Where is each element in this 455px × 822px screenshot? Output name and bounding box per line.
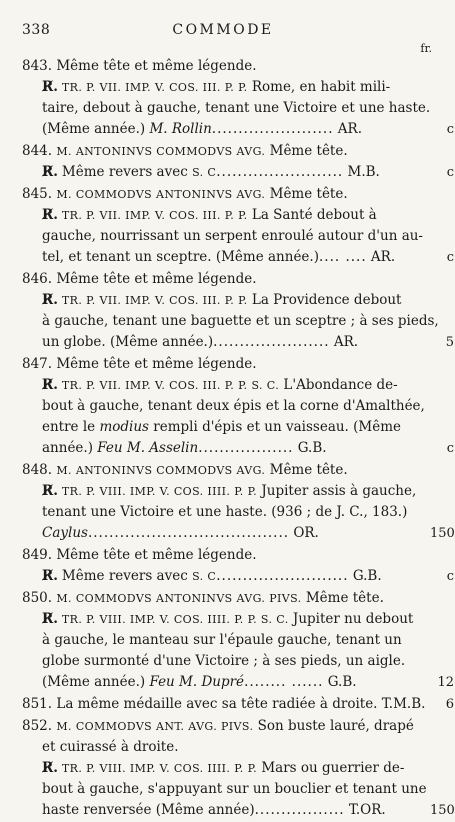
- description-line: [22, 226, 422, 247]
- reverse-text: et cuirassé à droite.: [42, 739, 179, 755]
- reverse-text: (Même année.): [42, 121, 150, 137]
- obverse-description: Même tête et même légende.: [56, 547, 257, 563]
- leader-dots: .................: [254, 802, 345, 818]
- entry-number: 848.: [22, 462, 53, 478]
- reverse-text: entre le: [42, 419, 100, 435]
- reverse-text: à gauche, tenant une baguette et un sceptre ; à ses pieds,: [42, 313, 439, 329]
- description-line: [22, 119, 454, 140]
- source-name: Feu M. Dupré: [149, 674, 245, 690]
- reverse-line: [22, 205, 422, 226]
- metal-grade: T.M.B.: [377, 696, 426, 712]
- reverse-legend: TR. P. VIII. IMP. V. COS. IIII. P. P.: [61, 485, 258, 498]
- reverse-mark: R̸.: [42, 611, 58, 627]
- entry-heading: [22, 56, 422, 77]
- reverse-line: [22, 481, 422, 502]
- catalog-entry: [22, 694, 454, 715]
- description-line: [22, 98, 431, 119]
- entry-number: 846.: [22, 271, 53, 287]
- obverse-description: Son buste lauré, drapé: [253, 718, 414, 734]
- reverse-mark: R̸.: [42, 164, 58, 180]
- description-line: [22, 311, 439, 332]
- leader-dots: ..................: [198, 440, 294, 456]
- reverse-line: [22, 375, 422, 396]
- reverse-line: [22, 609, 422, 630]
- leader-dots: ......................................: [87, 525, 290, 541]
- description-line: [22, 737, 422, 758]
- description-line: [22, 502, 422, 523]
- catalog-entry: [22, 56, 454, 140]
- mint-mark: S. C: [192, 570, 217, 583]
- reverse-line: [22, 290, 422, 311]
- entry-heading: [22, 354, 422, 375]
- catalog-entry: [22, 269, 454, 353]
- metal-grade: AR.: [366, 249, 396, 265]
- reverse-mark: R̸.: [42, 207, 58, 223]
- obverse-legend: M. COMMODVS ANTONINVS AVG.: [56, 188, 266, 201]
- catalog-entry: [22, 545, 454, 587]
- obverse-description: Même tête.: [265, 462, 348, 478]
- leader-dots: .... ....: [318, 249, 367, 265]
- price-value: 150: [430, 526, 455, 541]
- description-line: [22, 438, 454, 459]
- catalog-entry: [22, 141, 454, 183]
- reverse-legend: TR. P. VII. IMP. V. COS. III. P. P. S. C.: [61, 379, 280, 392]
- description-line: [22, 396, 425, 417]
- entry-number: 844.: [22, 143, 53, 159]
- obverse-legend: M. ANTONINVS COMMODVS AVG.: [56, 145, 266, 158]
- obverse-description: Même tête et même légende.: [56, 271, 257, 287]
- entry-heading: [22, 694, 454, 715]
- reverse-line: [22, 566, 454, 587]
- source-name: Caylus: [42, 525, 88, 541]
- reverse-line: [22, 162, 454, 183]
- mint-mark: S. C: [192, 166, 217, 179]
- entry-number: 850.: [22, 590, 53, 606]
- running-title: COMMODE: [172, 22, 274, 38]
- description-line: [22, 672, 454, 693]
- catalog-entry: [22, 716, 455, 821]
- reverse-line: [22, 77, 422, 98]
- price-value: c: [446, 122, 454, 137]
- reverse-text: bout à gauche, s'appuyant sur un bouclier et tenant une: [42, 781, 427, 797]
- metal-grade: G.B.: [293, 440, 327, 456]
- source-name: Feu M. Asselin: [97, 440, 199, 456]
- reverse-legend: TR. P. VII. IMP. V. COS. III. P. P.: [61, 294, 248, 307]
- catalog-entry: [22, 184, 454, 268]
- obverse-description: Même tête.: [265, 143, 348, 159]
- catalog-entries: [22, 56, 455, 822]
- obverse-legend: M. COMMODVS ANTONINVS AVG. PIVS.: [56, 592, 302, 605]
- metal-grade: AR.: [329, 334, 359, 350]
- obverse-description: Même tête.: [265, 186, 348, 202]
- entry-number: 852.: [22, 718, 53, 734]
- reverse-text: haste renversée (Même année): [42, 802, 255, 818]
- price-value: 12: [437, 675, 454, 690]
- reverse-text: La Santé debout à: [247, 207, 377, 223]
- metal-grade: G.B.: [348, 568, 382, 584]
- price-value: 6: [445, 697, 454, 712]
- entry-number: 849.: [22, 547, 53, 563]
- obverse-description: La même médaille avec sa tête radiée à droite.: [56, 696, 378, 712]
- reverse-text: taire, debout à gauche, tenant une Victoire et une haste.: [42, 100, 431, 116]
- page-number: 338: [22, 22, 51, 38]
- source-name: M. Rollin: [149, 121, 212, 137]
- metal-grade: G.B.: [323, 674, 357, 690]
- reverse-text: rempli d'épis et un vaisseau. (Même: [148, 419, 402, 435]
- entry-heading: [22, 545, 422, 566]
- leader-dots: ........ ......: [244, 674, 324, 690]
- reverse-text: un globe. (Même année.): [42, 334, 214, 350]
- catalog-entry: [22, 460, 455, 544]
- price-value: c: [446, 441, 454, 456]
- leader-dots: ........................: [216, 164, 344, 180]
- description-line: [22, 651, 422, 672]
- obverse-description: Même tête.: [301, 590, 384, 606]
- reverse-legend: TR. P. VIII. IMP. V. COS. IIII. P. P. S. C.: [61, 613, 289, 626]
- reverse-text: Jupiter assis à gauche,: [257, 483, 417, 499]
- entry-number: 843.: [22, 58, 53, 74]
- obverse-description: Même tête et même légende.: [56, 58, 257, 74]
- reverse-mark: R̸.: [42, 568, 58, 584]
- reverse-line: [22, 758, 422, 779]
- description-line: [22, 523, 455, 544]
- description-line: [22, 417, 422, 438]
- price-value: c: [446, 569, 454, 584]
- reverse-text: Rome, en habit mili-: [247, 79, 391, 95]
- description-line: [22, 779, 427, 800]
- metal-grade: OR.: [289, 525, 319, 541]
- leader-dots: ......................: [213, 334, 330, 350]
- running-header: [0, 22, 446, 55]
- leader-dots: .........................: [216, 568, 349, 584]
- reverse-legend: TR. P. VIII. IMP. V. COS. IIII. P. P.: [61, 762, 258, 775]
- price-value: c: [446, 250, 454, 265]
- description-line: [22, 332, 454, 353]
- leader-dots: .......................: [211, 121, 334, 137]
- entry-heading: [22, 269, 422, 290]
- entry-number: 845.: [22, 186, 53, 202]
- reverse-mark: R̸.: [42, 483, 58, 499]
- reverse-text: (Même année.): [42, 674, 150, 690]
- metal-grade: AR.: [333, 121, 362, 137]
- obverse-description: Même tête et même légende.: [56, 356, 257, 372]
- entry-number: 851.: [22, 696, 53, 712]
- reverse-mark: R̸.: [42, 292, 58, 308]
- price-value: c: [446, 165, 454, 180]
- reverse-text: à gauche, le manteau sur l'épaule gauche, tenant un: [42, 632, 402, 648]
- reverse-legend: TR. P. VII. IMP. V. COS. III. P. P.: [61, 209, 248, 222]
- reverse-text: gauche, nourrissant un serpent enroulé autour d'un au-: [42, 228, 423, 244]
- reverse-text: bout à gauche, tenant deux épis et la corne d'Amalthée,: [42, 398, 425, 414]
- catalog-entry: [22, 588, 454, 693]
- price-value: 5: [445, 335, 454, 350]
- description-line: [22, 630, 422, 651]
- metal-grade: M.B.: [343, 164, 380, 180]
- reverse-text: L'Abondance de-: [279, 377, 398, 393]
- entry-number: 847.: [22, 356, 53, 372]
- entry-heading: [22, 141, 422, 162]
- reverse-mark: R̸.: [42, 377, 58, 393]
- reverse-text: Jupiter nu debout: [288, 611, 414, 627]
- price-value: 150: [430, 803, 455, 818]
- reverse-text: globe surmonté d'une Victoire ; à ses pieds, un aigle.: [42, 653, 406, 669]
- reverse-mark: R̸.: [42, 760, 58, 776]
- description-line: [22, 800, 455, 821]
- reverse-text: tel, et tenant un sceptre. (Même année.): [42, 249, 319, 265]
- entry-heading: [22, 184, 422, 205]
- reverse-text: La Providence debout: [247, 292, 402, 308]
- reverse-text: Même revers avec: [61, 568, 193, 584]
- price-column-label: fr.: [420, 42, 432, 55]
- reverse-text: année.): [42, 440, 98, 456]
- catalog-entry: [22, 354, 454, 459]
- obverse-legend: M. ANTONINVS COMMODVS AVG.: [56, 464, 266, 477]
- description-line: [22, 247, 454, 268]
- reverse-legend: TR. P. VII. IMP. V. COS. III. P. P.: [61, 81, 248, 94]
- source-name: modius: [99, 419, 149, 435]
- reverse-text: Mars ou guerrier de-: [257, 760, 405, 776]
- obverse-legend: M. COMMODVS ANT. AVG. PIVS.: [56, 720, 254, 733]
- entry-heading: [22, 588, 422, 609]
- reverse-text: tenant une Victoire et une haste. (936 ; de J. C., 183.): [42, 504, 408, 520]
- metal-grade: T.OR.: [344, 802, 386, 818]
- entry-heading: [22, 460, 422, 481]
- entry-heading: [22, 716, 422, 737]
- reverse-mark: R̸.: [42, 79, 58, 95]
- reverse-text: Même revers avec: [61, 164, 193, 180]
